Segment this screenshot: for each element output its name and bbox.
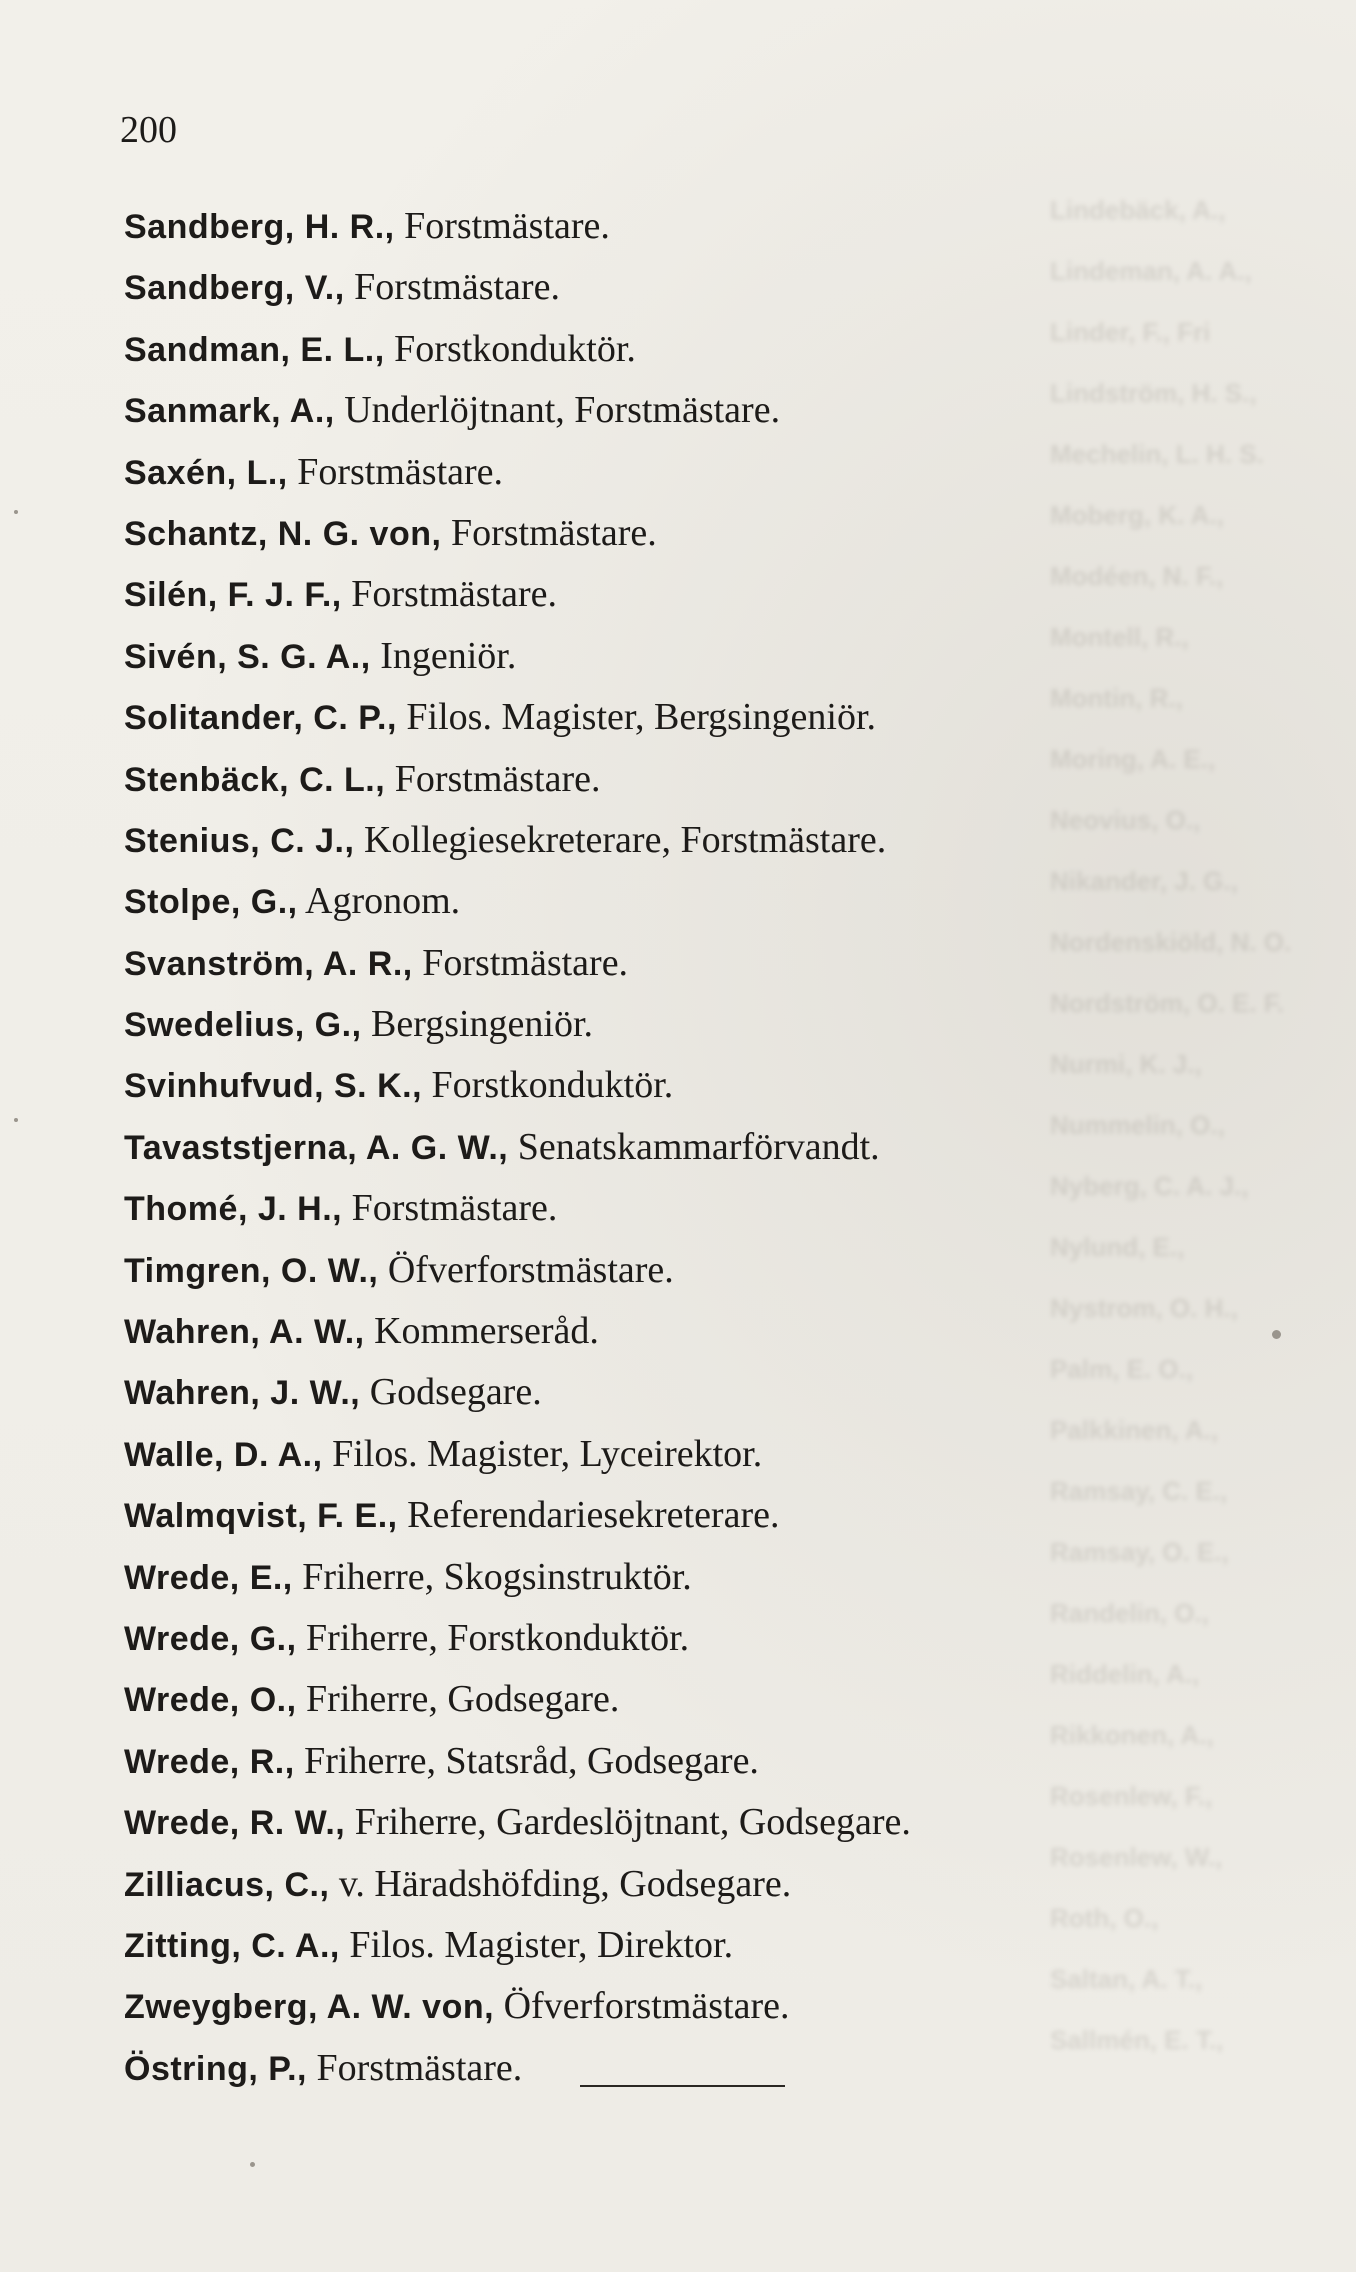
ink-speck [1272,1330,1281,1339]
entry-description: Friherre, Forstkonduktör. [296,1616,690,1659]
entry-description: Forstmästare. [394,205,610,247]
entry-name: Wrede, E., [124,1558,293,1597]
entry-description: Referendariesekreterare. [397,1494,780,1537]
entry-description: Filos. Magister, Direktor. [339,1923,734,1966]
entry-description: Forstmästare. [341,573,558,616]
entry-name: Sandberg, V., [124,269,345,308]
entry-name: Swedelius, G., [124,1006,362,1045]
entry-description: Friherre, Gardeslöjtnant, Godsegare. [345,1801,911,1844]
directory-entry [124,1117,1224,1178]
directory-entry [124,257,1224,318]
directory-entry [124,810,1224,871]
entry-description: Underlöjtnant, Forstmästare. [334,389,781,432]
entry-description: Godsegare. [360,1371,542,1414]
entry-name: Wrede, R. W., [124,1804,346,1843]
entry-name: Solitander, C. P., [124,699,397,738]
directory-entry [124,564,1224,625]
entry-description: Ingeniör. [370,634,517,677]
entry-name: Sanmark, A., [124,392,335,431]
show-through-text: Lindebäck, A., Lindeman, A. A., Linder, F., Fri Lindström, H. S., Mechelin, L. H. S. Moberg, K. A., Modéen, N. F., Montell, R., Montin, R., Moring, A. E., Neovius, O., Nikander, J. G., Nordenskiöld, N. O. Nordström, O. E. F. Nurmi, K. J., Nummelin, O., Nyberg, C. A. J., Nylund, E., Nystrom, O. H., Palm, E. O., Palkkinen, A., Ramsay, C. E., Ramsay, O. E., Randelin, O., Riddelin, A., Rikkonen, A., Rosenlew, F., Rosenlew, W., Roth, O., Saltan, A. T., Sallmén, E. T., [1050,195,1292,2055]
entry-description: Bergsingeniör. [361,1003,594,1046]
directory-entry [124,1424,1224,1485]
directory-entry [124,1055,1224,1116]
entry-description: Forstmästare. [342,1187,558,1230]
ink-speck [14,510,18,514]
entry-description: Filos. Magister, Bergsingeniör. [396,696,877,739]
directory-entry [124,503,1224,564]
directory-entry [124,380,1224,441]
ink-speck [250,2162,255,2167]
entry-description: Kommerseråd. [364,1310,599,1353]
entry-description: Forstmästare. [385,757,601,800]
entry-name: Svanström, A. R., [124,944,413,983]
entry-description: Friherre, Godsegare. [296,1678,620,1721]
entry-name: Wrede, G., [124,1619,297,1658]
directory-entry [124,196,1224,257]
directory-entry [124,749,1224,810]
entry-name: Walle, D. A., [124,1435,323,1474]
directory-entry [124,319,1224,380]
entry-name: Wahren, J. W., [124,1374,361,1413]
directory-entry [124,1669,1224,1730]
entry-name: Sivén, S. G. A., [124,637,371,676]
directory-entry [124,687,1224,748]
directory-entry [124,2038,1224,2099]
entry-description: Forstmästare. [287,450,504,493]
entry-description: Kollegiesekreterare, Forstmästare. [354,818,887,861]
entry-name: Östring, P., [124,2049,307,2088]
entry-name: Zitting, C. A., [124,1926,340,1965]
directory-entry [124,1301,1224,1362]
entry-name: Thomé, J. H., [124,1190,343,1229]
directory-entry [124,1854,1224,1915]
entry-name: Saxén, L., [124,453,288,492]
entry-description: Forstmästare. [344,266,560,309]
entry-description: Öfverforstmästare. [378,1248,674,1291]
entry-name: Tavaststjerna, A. G. W., [124,1128,509,1167]
entry-name: Walmqvist, F. E., [124,1497,398,1536]
entry-description: Forstmästare. [412,941,629,984]
entry-description: Forstkonduktör. [384,327,636,370]
entry-description: v. Häradshöfding, Godsegare. [329,1862,792,1905]
directory-entry [124,442,1224,503]
entry-description: Forstmästare. [441,511,657,554]
directory-entry [124,1915,1224,1976]
directory-entry [124,1547,1224,1608]
entry-name: Sandberg, H. R., [124,208,395,246]
page-number: 200 [120,109,177,151]
entry-description: Senatskammarförvandt. [508,1125,880,1168]
entry-name: Stolpe, G., [124,883,298,922]
directory-entry [124,1240,1224,1301]
entry-name: Stenbäck, C. L., [124,760,386,799]
entry-name: Zilliacus, C., [124,1865,330,1904]
entry-name: Timgren, O. W., [124,1251,379,1290]
entry-description: Forstmästare. [306,2046,523,2089]
entry-name: Wrede, O., [124,1681,297,1720]
directory-entry [124,1485,1224,1546]
directory-entry [124,1608,1224,1669]
entry-description: Forstkonduktör. [422,1064,674,1107]
entry-name: Svinhufvud, S. K., [124,1067,423,1106]
directory-entry [124,871,1224,932]
directory-entry [124,1731,1224,1792]
entry-name: Schantz, N. G. von, [124,514,442,553]
directory-entry [124,1178,1224,1239]
entry-name: Wrede, R., [124,1742,295,1781]
entry-description: Friherre, Statsråd, Godsegare. [294,1739,759,1782]
entry-description: Friherre, Skogsinstruktör. [292,1555,692,1598]
directory-list [124,196,1224,2099]
entry-description: Agronom. [297,880,461,923]
entry-description: Filos. Magister, Lyceirektor. [322,1432,763,1475]
entry-name: Silén, F. J. F., [124,576,342,615]
directory-entry [124,1976,1224,2037]
entry-description: Öfverforstmästare. [494,1985,790,2028]
entry-name: Zweygberg, A. W. von, [124,1988,495,2027]
directory-entry [124,1792,1224,1853]
ink-speck [14,1118,18,1122]
directory-entry [124,994,1224,1055]
entry-name: Stenius, C. J., [124,821,355,860]
entry-name: Wahren, A. W., [124,1313,365,1352]
directory-entry [124,933,1224,994]
end-rule [580,2085,785,2087]
entry-name: Sandman, E. L., [124,330,385,369]
directory-entry [124,1362,1224,1423]
directory-entry [124,626,1224,687]
